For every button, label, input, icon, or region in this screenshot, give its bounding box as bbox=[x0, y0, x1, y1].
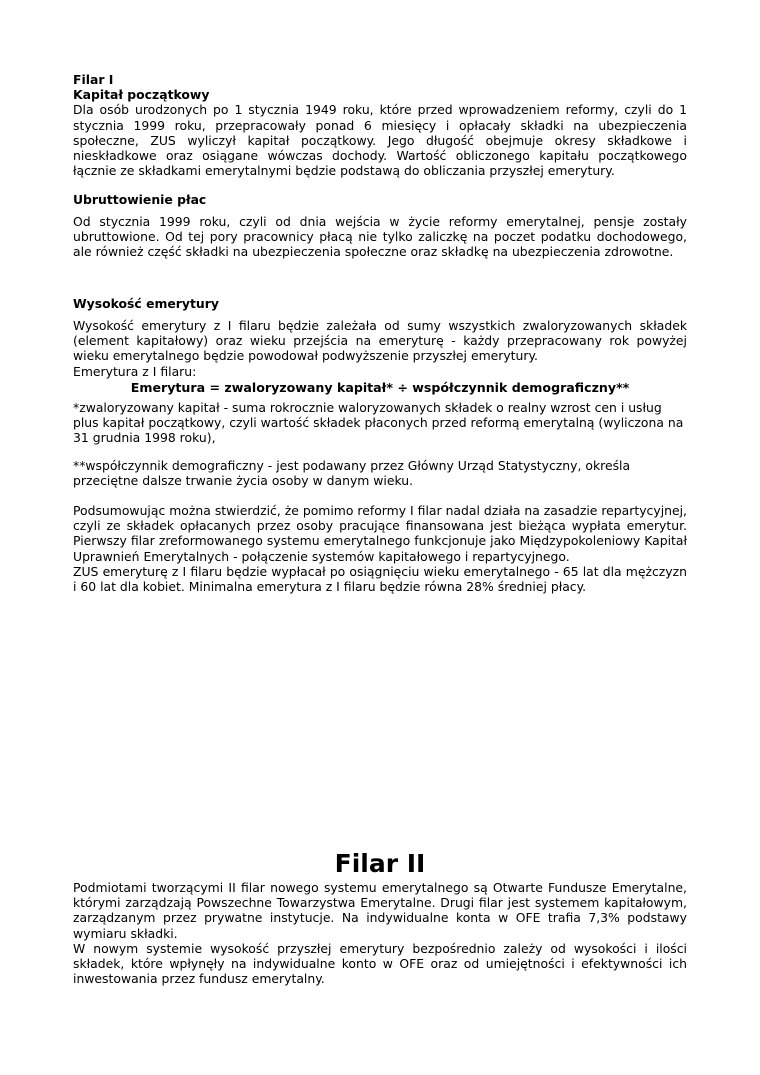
formula-intro: Emerytura z I filaru: bbox=[73, 363, 197, 379]
section-wysokosc-body bbox=[73, 318, 687, 395]
page-title: Filar II bbox=[334, 849, 426, 878]
paragraph: W nowym systemie wysokość przyszłej emerytury bezpośrednio zależy od wysokości i ilości składek, które wpłynęły na indywidualne konto w OFE oraz od umiejętności i efektywności ich inwestowania przez fundusz emerytalny. bbox=[73, 940, 687, 987]
summary-block bbox=[73, 503, 687, 594]
paragraph: ZUS emeryturę z I filaru będzie wypłacał po osiągnięciu wieku emerytalnego - 65 lat dla mężczyzn i 60 lat dla kobiet. Minimalna emerytura z I filaru będzie równa 28% średniej płacy. bbox=[73, 563, 687, 595]
paragraph: Podsumowując można stwierdzić, że pomimo reformy I filar nadal działa na zasadzie repartycyjnej, czyli ze składek opłacanych przez osoby pracujące finansowana jest bieżąca wypłata emerytur. Pierwszy filar zreformowanego systemu emerytalnego funkcjonuje jako Międzypokoleniowy Kapitał Uprawnień Emerytalnych - połączenie systemów kapitałowego i repartycyjnego. bbox=[73, 503, 687, 564]
paragraph: Dla osób urodzonych po 1 stycznia 1949 roku, które przed wprowadzeniem reformy, czyli do 1 stycznia 1999 roku, przepracowały ponad 6 miesięcy i opłacały składki na ubezpieczenia społeczne, ZUS wyliczył kapitał początkowy. Jego długość obejmuje okresy składkowe i nieskładkowe oraz osiągane wówczas dochody. Wartość obliczonego kapitału początkowego łącznie ze składkami emerytalnymi będzie podstawą do obliczania przyszłej emerytury. bbox=[73, 102, 687, 179]
section-ubruttowienie bbox=[73, 192, 687, 207]
footnote-2 bbox=[73, 458, 687, 488]
section-filar-2 bbox=[73, 880, 687, 986]
section-heading: Ubruttowienie płac bbox=[73, 192, 207, 207]
section-wysokosc-emerytury bbox=[73, 296, 687, 311]
paragraph: Od stycznia 1999 roku, czyli od dnia wejścia w życie reformy emerytalnej, pensje zostały ubruttowione. Od tej pory pracownicy płacą nie tylko zaliczkę na poczet podatku dochodowego, ale również część składki na ubezpieczenia społeczne oraz składkę na ubezpieczenia zdrowotne. bbox=[73, 214, 687, 260]
paragraph: Podmiotami tworzącymi II filar nowego systemu emerytalnego są Otwarte Fundusze Emerytalne, którymi zarządzają Powszechne Towarzystwa Emerytalne. Drugi filar jest systemem kapitałowym, zarządzanym przez prywatne instytucje. Na indywidualne konta w OFE trafia 7,3% podstawy wymiaru składki. bbox=[73, 880, 687, 941]
formula: Emerytura = zwaloryzowany kapitał* ÷ współczynnik demograficzny** bbox=[130, 379, 630, 395]
note: *zwaloryzowany kapitał - suma rokrocznie waloryzowanych składek o realny wzrost cen i usług plus kapitał początkowy, czyli wartość składek płaconych przed reformą emerytalną (wyliczona na 31 grudnia 1998 roku), bbox=[73, 400, 684, 446]
footnote-1 bbox=[73, 400, 687, 446]
section-heading: Wysokość emerytury bbox=[73, 296, 219, 311]
section-title: Filar I bbox=[73, 72, 114, 87]
note: **współczynnik demograficzny - jest podawany przez Główny Urząd Statystyczny, określa przeciętne dalsze trwanie życia osoby w danym wieku. bbox=[73, 458, 631, 489]
section-ubruttowienie-body bbox=[73, 214, 687, 260]
section-subtitle: Kapitał początkowy bbox=[73, 87, 210, 103]
paragraph: Wysokość emerytury z I filaru będzie zależała od sumy wszystkich zwaloryzowanych składek (element kapitałowy) oraz wieku przejścia na emeryturę - każdy przepracowany rok powyżej wieku emerytalnego będzie powodował podwyższenie przyszłej emerytury. bbox=[73, 318, 687, 364]
section-filar-1 bbox=[73, 72, 687, 178]
